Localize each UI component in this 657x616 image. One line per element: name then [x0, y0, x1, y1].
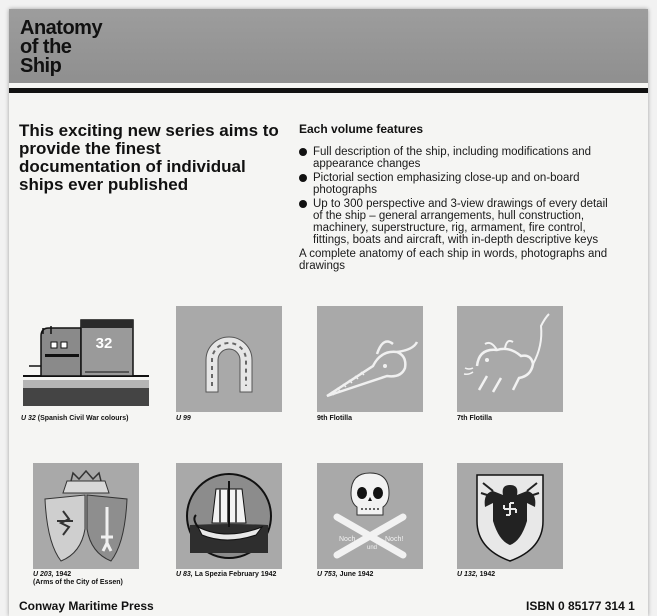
header-band — [9, 9, 648, 83]
caption-u132 — [457, 571, 587, 579]
back-cover — [9, 9, 648, 616]
series-title — [20, 19, 102, 76]
headline: This exciting new series aims to provide the finest documentation of individual ships ever published — [19, 121, 279, 194]
features-summary: A complete anatomy of each ship in words, photographs and drawings — [299, 248, 608, 272]
caption-boat: U 753, — [317, 571, 338, 578]
eagle-shield-icon — [457, 463, 563, 569]
isbn: ISBN 0 85177 314 1 — [526, 599, 635, 613]
feature-text: Pictorial section emphasizing close-up and on-board photographs — [313, 172, 580, 196]
bullet-icon — [299, 200, 307, 208]
caption-u83 — [176, 571, 306, 579]
caption-u203 — [33, 571, 163, 587]
bullet-icon — [299, 174, 307, 182]
features-heading: Each volume features — [299, 122, 424, 136]
emblem-u32-conning-tower — [21, 306, 151, 412]
feature-item — [299, 198, 619, 246]
snorting-bull-icon — [457, 306, 563, 412]
motto-text: Noch! — [385, 536, 404, 543]
feature-text: Full description of the ship, including modifications and appearance changes — [313, 146, 592, 170]
emblem-9th-flotilla-sawfish — [317, 306, 423, 412]
emblem-u132-eagle — [457, 463, 563, 569]
caption-9th-flotilla: 9th Flotilla — [317, 415, 352, 422]
features-block — [299, 122, 619, 272]
feature-item — [299, 146, 619, 170]
feature-item — [299, 172, 619, 196]
caption-boat: U 32 — [21, 415, 36, 422]
tower-number: 32 — [95, 335, 113, 352]
caption-text: La Spezia February 1942 — [194, 571, 277, 578]
features-list — [299, 146, 619, 246]
emblem-u203-essen-arms — [33, 463, 139, 569]
bullet-icon — [299, 148, 307, 156]
sawfish-icon — [317, 306, 423, 412]
series-title-line: of the — [20, 36, 72, 58]
caption-text: (Arms of the City of Essen) — [33, 579, 123, 586]
series-title-line: Anatomy — [20, 17, 103, 39]
caption-text: (Spanish Civil War colours) — [37, 415, 129, 422]
viking-ship-icon — [176, 463, 282, 569]
caption-text: 1942 — [55, 571, 72, 578]
caption-u753 — [317, 571, 447, 579]
feature-text: Up to 300 perspective and 3-view drawings of every detail of the ship – general arrangements, hull construction, machinery, superstructure, rig, armament, fire control, fittings, boats and aircraft, with in-depth descriptive keys — [313, 198, 608, 246]
caption-7th-flotilla: 7th Flotilla — [457, 415, 492, 422]
caption-text: 1942 — [479, 571, 496, 578]
series-title-line: Ship — [20, 55, 62, 77]
caption-boat: U 83, — [176, 571, 193, 578]
motto-text: Noch — [339, 536, 356, 543]
caption-boat: U 203, — [33, 571, 54, 578]
motto-text: und — [367, 545, 378, 551]
header-rule — [9, 88, 648, 93]
caption-boat: U 132, — [457, 571, 478, 578]
emblem-u83-viking-ship — [176, 463, 282, 569]
caption-u99 — [176, 415, 306, 423]
conning-tower-illustration — [21, 306, 151, 412]
horseshoe-icon — [176, 306, 282, 412]
emblem-7th-flotilla-bull — [457, 306, 563, 412]
publisher-name: Conway Maritime Press — [19, 599, 154, 613]
emblem-u99-horseshoe — [176, 306, 282, 412]
essen-arms-icon — [33, 463, 139, 569]
caption-u32 — [21, 415, 151, 423]
skull-and-bones-icon — [317, 463, 423, 569]
emblem-u753-skull — [317, 463, 423, 569]
caption-boat: U 99 — [176, 415, 191, 422]
caption-text: June 1942 — [339, 571, 374, 578]
